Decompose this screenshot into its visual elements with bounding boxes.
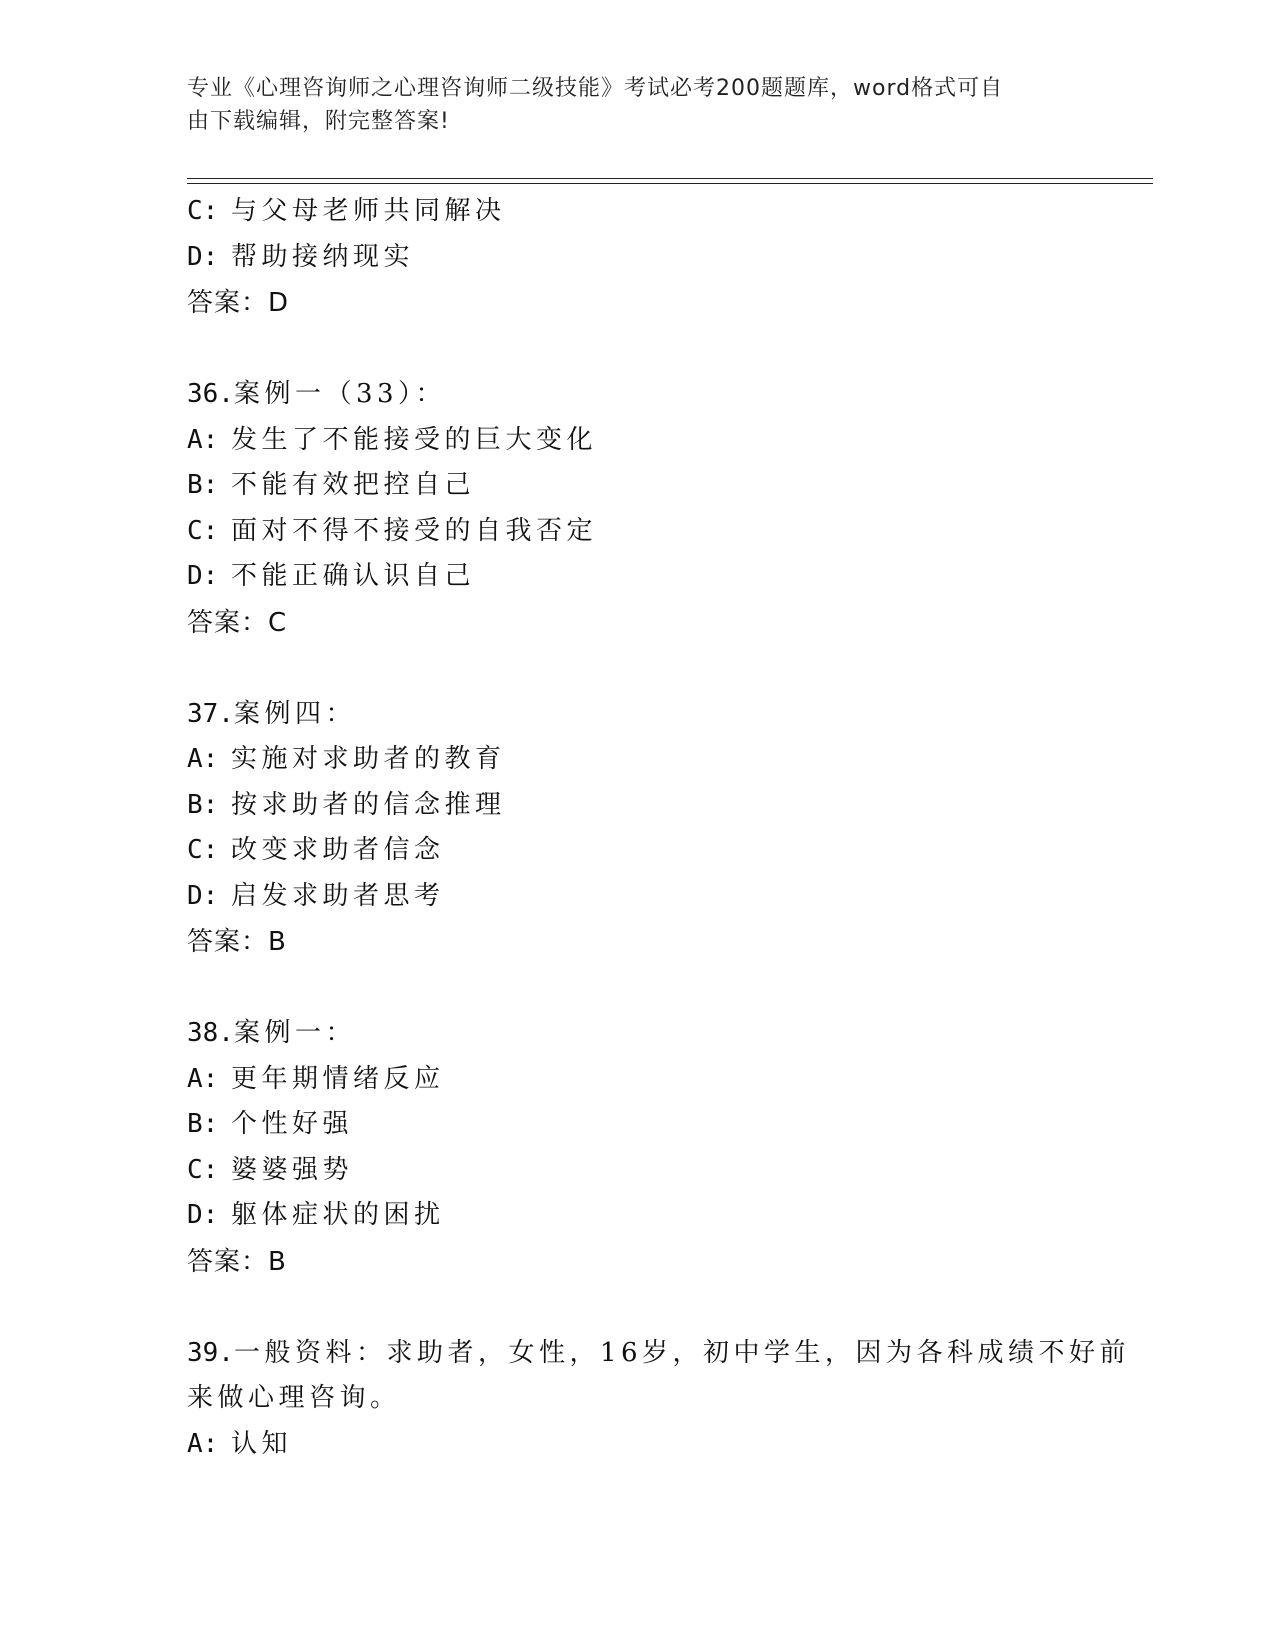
question-number: 38.: [187, 1018, 234, 1048]
option-key: B:: [187, 1109, 219, 1139]
question-number: 37.: [187, 698, 234, 729]
spacer: [187, 965, 1087, 1011]
option-key: C:: [187, 515, 219, 546]
option-text: 认知: [231, 1428, 293, 1459]
option-text: 实施对求助者的教育: [231, 744, 506, 774]
option-b: [187, 783, 1087, 829]
question-text: 案例四：: [233, 698, 356, 729]
header-title-line-2: 由下载编辑，附完整答案!: [187, 109, 450, 134]
option-d: [187, 874, 1087, 920]
option-b: [187, 1102, 1087, 1148]
question-36: [187, 372, 1087, 646]
option-text: 面对不得不接受的自我否定: [231, 515, 598, 546]
question-number: 36.: [187, 379, 234, 409]
option-key: A:: [187, 1428, 219, 1459]
option-text: 按求助者的信念推理: [231, 789, 506, 820]
option-key: A:: [187, 744, 219, 774]
option-key: D:: [187, 880, 219, 911]
option-text: 发生了不能接受的巨大变化: [231, 424, 598, 455]
option-key: C:: [187, 196, 219, 226]
option-a: [187, 418, 1087, 464]
option-key: B:: [187, 470, 219, 500]
question-list: [187, 189, 1131, 1467]
option-text: 不能正确认识自己: [231, 561, 476, 591]
option-key: C:: [187, 835, 219, 865]
question-text: 案例一：: [233, 1018, 356, 1048]
continued-question: [187, 189, 1087, 326]
question-text: 一般资料：求助者，女性，16岁，初中学生，因为各科成绩不好前: [233, 1337, 1131, 1368]
option-text: 不能有效把控自己: [231, 470, 476, 500]
question-37: [187, 692, 1087, 966]
option-a: [187, 1057, 1087, 1103]
option-c: [187, 189, 1087, 235]
option-a: [187, 737, 1087, 783]
header-divider-bottom: [187, 183, 1153, 184]
option-d: [187, 235, 1087, 281]
question-text: 案例一（33）：: [233, 379, 447, 409]
option-a: [187, 1422, 1087, 1468]
option-text: 婆婆强势: [231, 1154, 354, 1185]
option-c: [187, 828, 1087, 874]
option-key: D:: [187, 561, 219, 591]
answer-line: 答案：D: [187, 288, 290, 318]
question-stem: [187, 372, 1087, 418]
spacer: [187, 1285, 1087, 1331]
document-header: [187, 72, 1067, 138]
question-number: 39.: [187, 1337, 234, 1368]
header-title-line-1: 专业《心理咨询师之心理咨询师二级技能》考试必考200题题库，word格式可自: [187, 76, 1004, 101]
option-key: A:: [187, 1063, 219, 1094]
spacer: [187, 326, 1087, 372]
option-text: 启发求助者思考: [231, 880, 445, 911]
answer-line: 答案：B: [187, 1246, 287, 1277]
header-divider-top: [187, 178, 1153, 179]
question-38: [187, 1011, 1087, 1285]
option-text: 与父母老师共同解决: [231, 196, 506, 226]
question-stem: [187, 1331, 1131, 1377]
question-stem: [187, 1011, 1087, 1057]
option-c: [187, 509, 1087, 555]
question-39: [187, 1331, 1131, 1468]
option-text: 更年期情绪反应: [231, 1063, 445, 1094]
option-text: 改变求助者信念: [231, 835, 445, 865]
option-d: [187, 1193, 1087, 1239]
option-d: [187, 554, 1087, 600]
option-c: [187, 1148, 1087, 1194]
option-text: 个性好强: [231, 1109, 354, 1139]
question-stem-continued: 来做心理咨询。: [187, 1383, 401, 1413]
question-stem: [187, 692, 1087, 738]
option-key: D:: [187, 241, 219, 272]
option-text: 帮助接纳现实: [231, 241, 415, 272]
option-key: D:: [187, 1200, 219, 1230]
spacer: [187, 646, 1087, 692]
option-key: B:: [187, 789, 219, 820]
answer-line: 答案：B: [187, 927, 287, 957]
option-text: 躯体症状的困扰: [231, 1200, 445, 1230]
answer-line: 答案：C: [187, 607, 288, 638]
option-b: [187, 463, 1087, 509]
option-key: C:: [187, 1154, 219, 1185]
option-key: A:: [187, 424, 219, 455]
